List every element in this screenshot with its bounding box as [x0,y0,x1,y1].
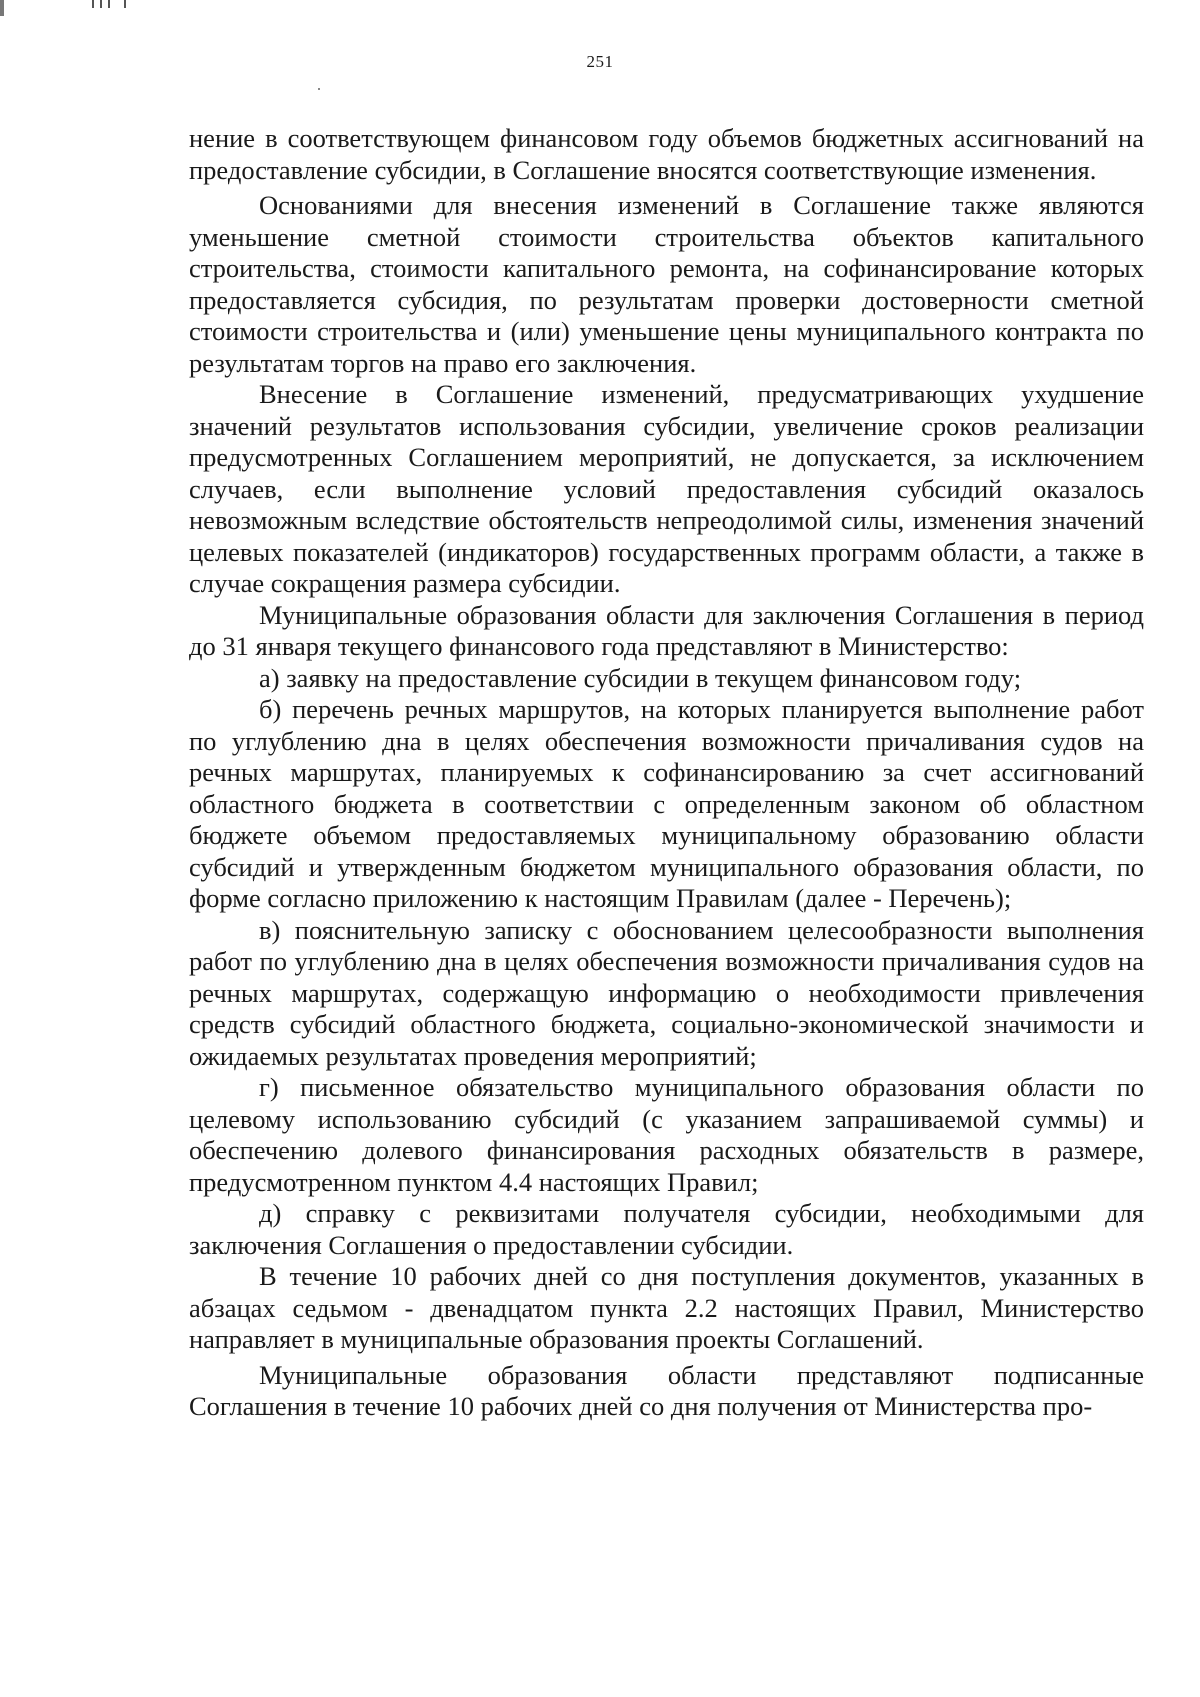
paragraph-signed-agreements: Муниципальные образования области представляют подписанные Соглашения в течение 10 рабочих дней со дня получения от Министерства про- [189,1359,1144,1421]
page-number: 251 [586,52,614,71]
scan-edge-mark [0,0,4,16]
paragraph-documents-intro: Муниципальные образования области для заключения Соглашения в период до 31 января текущего финансового года представляют в Министерство: [189,599,1144,661]
list-item-b: б) перечень речных маршрутов, на которых планируется выполнение работ по углублению дна в целях обеспечения возможности причаливания судов на речных маршрутах, планируемых к софинансированию за счет ассигнований областного бюджета в соответствии с определенным законом об областном бюджете объемом предоставляемых муниципальному образованию области субсидий и утвержденным бюджетом муниципального образования области, по форме согласно приложению к настоящим Правилам (далее - Перечень); [189,694,1144,913]
paragraph-continuation: нение в соответствующем финансовом году объемов бюджетных ассигнований на предоставление субсидии, в Соглашение вносятся соответствующие изменения. [189,123,1144,185]
list-item-g: г) письменное обязательство муниципального образования области по целевому использованию субсидий (с указанием запрашиваемой суммы) и обеспечению долевого финансирования расходных обязательств в размере, предусмотренном пунктом 4.4 настоящих Правил; [189,1072,1144,1197]
list-item-d: д) справку с реквизитами получателя субсидии, необходимыми для заключения Соглашения о предоставлении субсидии. [189,1198,1144,1260]
scan-speck [318,88,320,90]
list-item-v: в) пояснительную записку с обоснованием целесообразности выполнения работ по углублению дна в целях обеспечения возможности причаливания судов на речных маршрутах, содержащую информацию о необходимости привлечения средств субсидий областного бюджета, социально-экономической значимости и ожидаемых результатах проведения мероприятий; [189,914,1144,1071]
paragraph-ministry-deadline: В течение 10 рабочих дней со дня поступления документов, указанных в абзацах седьмом - двенадцатом пункта 2.2 настоящих Правил, Министерство направляет в муниципальные образования проекты Соглашений. [189,1261,1144,1354]
paragraph-amendment-grounds: Основаниями для внесения изменений в Соглашение также являются уменьшение сметной стоимости строительства объектов капитального строительства, стоимости капитального ремонта, на софинансирование которых предоставляется субсидия, по результатам проверки достоверности сметной стоимости строительства и (или) уменьшение цены муниципального контракта по результатам торгов на право его заключения. [189,190,1144,378]
list-item-a: а) заявку на предоставление субсидии в текущем финансовом году; [259,662,1022,693]
scan-artifact-marks [92,0,138,10]
document-body [189,123,1144,1423]
paragraph-amendment-restrictions: Внесение в Соглашение изменений, предусматривающих ухудшение значений результатов использования субсидии, увеличение сроков реализации предусмотренных Соглашением мероприятий, не допускается, за исключением случаев, если выполнение условий предоставления субсидий оказалось невозможным вследствие обстоятельств непреодолимой силы, изменения значений целевых показателей (индикаторов) государственных программ области, а также в случае сокращения размера субсидии. [189,379,1144,598]
